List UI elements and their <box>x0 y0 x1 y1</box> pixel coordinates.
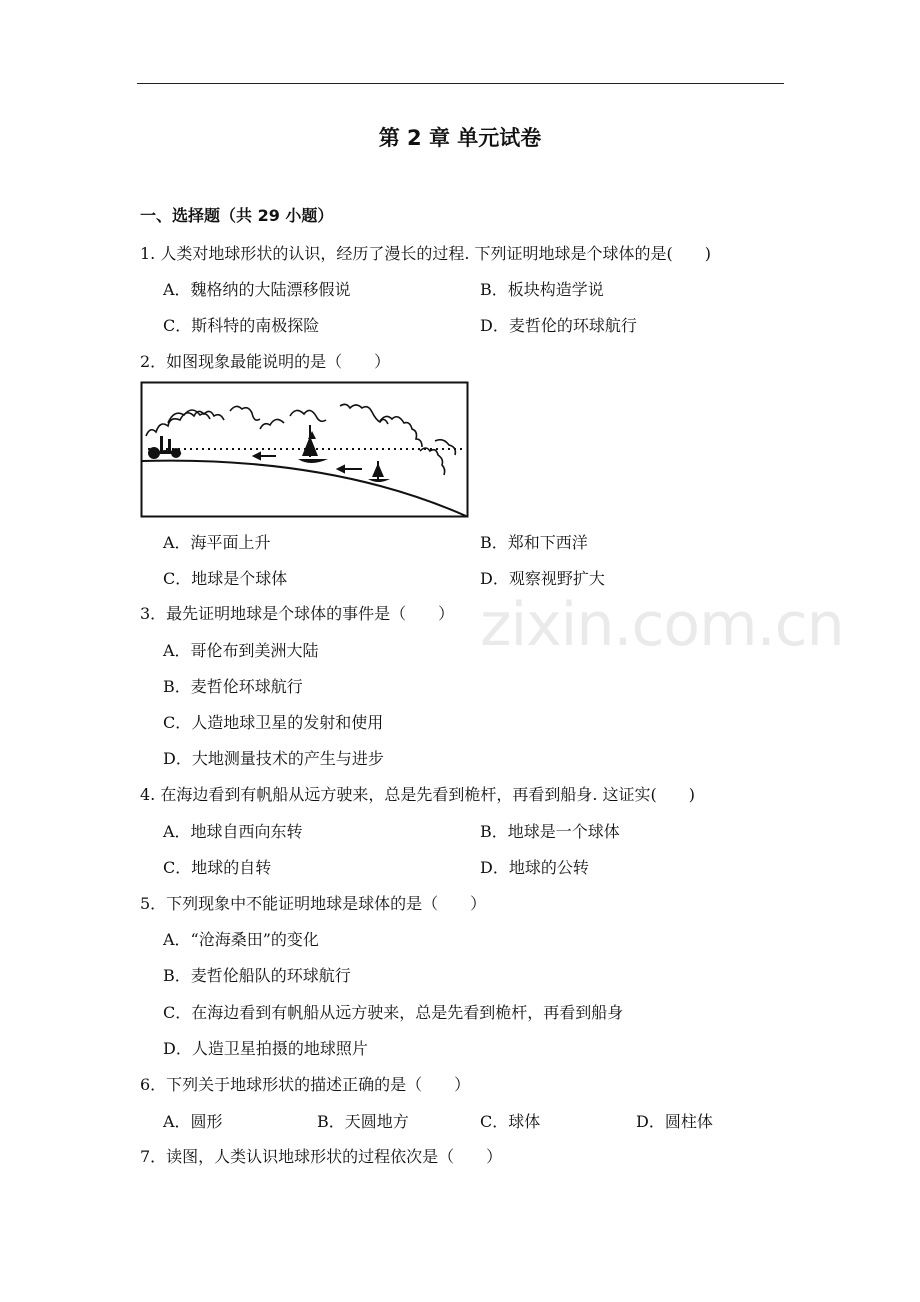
question-7-stem: 7．读图，人类认识地球形状的过程依次是（ ） <box>140 1147 503 1166</box>
top-rule <box>137 83 784 84</box>
question-6-option-b: B．天圆地方 <box>317 1112 409 1131</box>
question-6-option-c: C．球体 <box>480 1112 541 1131</box>
question-5-option-c: C．在海边看到有帆船从远方驶来，总是先看到桅杆，再看到船身 <box>163 1003 624 1022</box>
question-1-option-a: A．魏格纳的大陆漂移假说 <box>163 280 351 299</box>
ship-horizon-figure <box>140 381 470 519</box>
ship-horizon-illustration <box>140 381 470 519</box>
question-2-option-c: C．地球是个球体 <box>163 569 288 588</box>
question-1-option-d: D．麦哲伦的环球航行 <box>480 316 637 335</box>
section-heading: 一、选择题（共 29 小题） <box>140 206 334 225</box>
question-4-option-b: B．地球是一个球体 <box>480 822 620 841</box>
question-5-option-d: D．人造卫星拍摄的地球照片 <box>163 1039 368 1058</box>
question-4-option-d: D．地球的公转 <box>480 858 589 877</box>
question-1-stem: 1. 人类对地球形状的认识，经历了漫长的过程. 下列证明地球是个球体的是( ) <box>140 244 712 263</box>
question-2-option-b: B．郑和下西洋 <box>480 533 588 552</box>
question-5-option-a: A．“沧海桑田”的变化 <box>163 930 319 949</box>
question-2-option-a: A．海平面上升 <box>163 533 271 552</box>
question-3-option-b: B．麦哲伦环球航行 <box>163 677 303 696</box>
question-5-stem: 5．下列现象中不能证明地球是球体的是（ ） <box>140 894 487 913</box>
question-4-stem: 4. 在海边看到有帆船从远方驶来，总是先看到桅杆，再看到船身. 这证实( ) <box>140 785 696 804</box>
page-title: 第 2 章 单元试卷 <box>378 126 542 150</box>
question-2-stem: 2．如图现象最能说明的是（ ） <box>140 352 391 371</box>
question-3-option-d: D．大地测量技术的产生与进步 <box>163 749 384 768</box>
question-1-option-b: B．板块构造学说 <box>480 280 604 299</box>
question-1-option-c: C．斯科特的南极探险 <box>163 316 320 335</box>
question-6-stem: 6．下列关于地球形状的描述正确的是（ ） <box>140 1075 471 1094</box>
question-3-stem: 3．最先证明地球是个球体的事件是（ ） <box>140 604 455 623</box>
question-3-option-a: A．哥伦布到美洲大陆 <box>163 641 319 660</box>
question-2-option-d: D．观察视野扩大 <box>480 569 605 588</box>
question-4-option-c: C．地球的自转 <box>163 858 272 877</box>
question-6-option-a: A．圆形 <box>163 1112 223 1131</box>
question-4-option-a: A．地球自西向东转 <box>163 822 303 841</box>
question-5-option-b: B．麦哲伦船队的环球航行 <box>163 966 351 985</box>
question-3-option-c: C．人造地球卫星的发射和使用 <box>163 713 384 732</box>
watermark: zixin.com.cn <box>480 590 844 660</box>
question-6-option-d: D．圆柱体 <box>636 1112 713 1131</box>
